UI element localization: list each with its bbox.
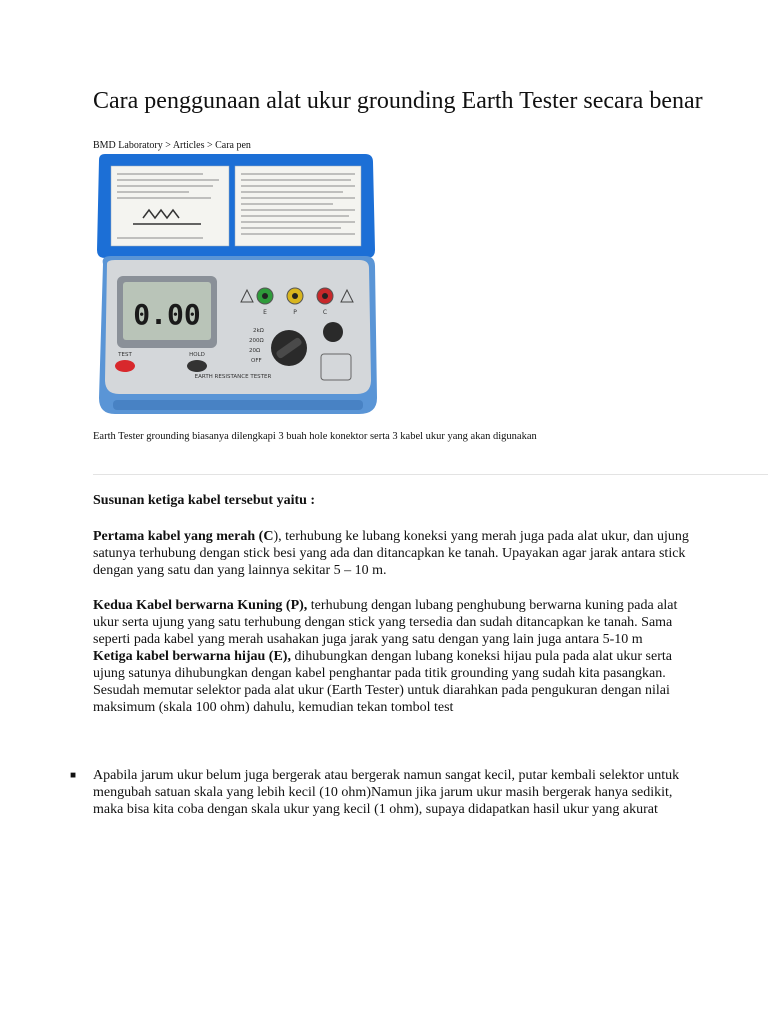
red-cable-code: C	[263, 529, 274, 544]
hold-button-label: HOLD	[189, 352, 205, 358]
breadcrumb	[93, 140, 251, 152]
breadcrumb-item-home[interactable]: BMD Laboratory	[93, 140, 163, 151]
yellow-cable-body: terhubung dengan lubang penghubung berwarna kuning pada alat ukur serta ujung yang satu terhubung dengan stick yang tersedia dan sudah ditancapkan ke tanah. Sama seperti pada kabel yang merah usahakan juga jarak yang satu dengan yang lain juga antara 5-10 m	[93, 598, 678, 647]
breadcrumb-separator: >	[162, 140, 173, 151]
breadcrumb-separator: >	[204, 140, 216, 151]
breadcrumb-item-articles[interactable]: Articles	[172, 140, 205, 151]
paragraph-yellow-cable	[93, 597, 693, 648]
red-cable-lead: Pertama kabel yang merah (	[93, 529, 264, 544]
dial-label: OFF	[251, 358, 262, 364]
round-button	[323, 322, 343, 342]
image-caption: Earth Tester grounding biasanya dilengkapi 3 buah hole konektor serta 3 kabel ukur yang akan digunakan	[93, 431, 537, 442]
section-heading: Susunan ketiga kabel tersebut yaitu :	[93, 493, 316, 508]
terminal-row	[257, 288, 333, 304]
paragraph-red-cable	[93, 528, 693, 579]
green-cable-body: dihubungkan dengan lubang koneksi hijau pula pada alat ukur serta ujung satunya dihubungkan dengan kabel penghantar pada titik grounding yang sudah kita pasangkan.	[93, 649, 672, 681]
terminal-label-p: P	[293, 309, 297, 316]
display-reading: 0.00	[133, 298, 201, 331]
terminal-label-e: E	[263, 309, 267, 316]
dial-label: 200Ω	[249, 338, 264, 344]
bullet-icon: ■	[70, 770, 77, 781]
yellow-cable-lead: Kedua Kabel berwarna Kuning (P),	[93, 598, 308, 613]
panel-label: EARTH RESISTANCE TESTER	[194, 374, 272, 380]
paragraph-selector: Sesudah memutar selektor pada alat ukur (Earth Tester) untuk diarahkan pada pengukuran dengan nilai maksimum (skala 100 ohm) dahulu, kemudian tekan tombol test	[93, 683, 670, 715]
list-item: Apabila jarum ukur belum juga bergerak atau bergerak namun sangat kecil, putar kembali selektor untuk mengubah satuan skala yang lebih kecil (10 ohm)Namun jika jarum ukur masih bergerak hanya sedikit, maka bisa kita coba dengan skala ukur yang kecil (1 ohm), supaya didapatkan hasil ukur yang akurat	[93, 768, 680, 817]
breadcrumb-item-current: Cara pen	[215, 140, 251, 151]
paragraph-block	[93, 597, 693, 716]
page-title: Cara penggunaan alat ukur grounding Earth Tester secara benar	[93, 88, 703, 114]
red-cable-body: ), terhubung ke lubang koneksi yang merah juga pada alat ukur, dan ujung satunya terhubung dengan stick besi yang ada dan ditancapkan ke tanah. Upayakan agar jarak antara stick dengan yang satu dan yang lainnya sekitar 5 – 10 m.	[93, 529, 689, 578]
paragraph-green-cable	[93, 648, 693, 682]
divider	[93, 474, 768, 475]
earth-tester-image	[93, 152, 379, 424]
terminal-label-c: C	[322, 309, 328, 316]
dial-label: 2kΩ	[253, 328, 264, 334]
test-button	[115, 360, 135, 372]
green-cable-lead: Ketiga kabel berwarna hijau (E),	[93, 649, 291, 664]
dial-label: 20Ω	[249, 348, 261, 354]
hold-button	[187, 360, 207, 372]
test-button-label: TEST	[118, 352, 132, 358]
